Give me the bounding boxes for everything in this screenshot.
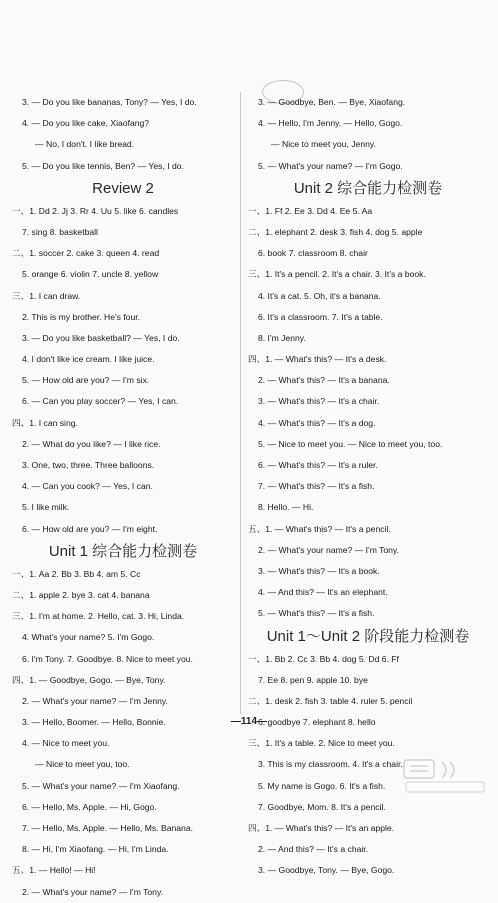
answer-line: 3. One, two, three. Three balloons. <box>22 460 155 470</box>
answer-line: 8. I'm Jenny. <box>258 332 306 343</box>
answer-line: 一、1. Dd 2. Jj 3. Rr 4. Uu 5. like 6. candles <box>12 205 179 216</box>
answer-line: 6. goodbye 7. elephant 8. hello <box>258 717 376 728</box>
answer-line: 五、1. — What's this? — It's a pencil. <box>248 523 391 534</box>
answer-line: 4. — Nice to meet you. <box>22 738 110 749</box>
answer-line: 一、1. Bb 2. Cc 3. Bb 4. dog 5. Dd 6. Ff <box>248 653 399 664</box>
answer-line: — Nice to meet you, Jenny. <box>271 139 376 150</box>
answer-line: 5. — What's your name? — I'm Xiaofang. <box>22 780 180 791</box>
section-heading: Review 2 <box>92 179 154 197</box>
answer-line: 5. — Nice to meet you. — Nice to meet you, too. <box>258 438 443 449</box>
answer-line: 6. book 7. classroom 8. chair <box>258 248 368 259</box>
answer-line: 5. My name is Gogo. 6. It's a fish. <box>258 780 386 791</box>
left-column <box>12 92 234 903</box>
answer-line: 7. — Hello, Ms. Apple. — Hello, Ms. Banana. <box>22 823 193 833</box>
answer-line: 三、1. I can draw. <box>12 290 81 301</box>
answer-line: — No, I don't. I like bread. <box>35 139 135 150</box>
answer-line: 3. — Goodbye, Ben. — Bye, Xiaofang. <box>258 97 406 107</box>
answer-line: 4. — What's this? — It's a dog. <box>258 417 376 428</box>
answer-line: 4. I don't like ice cream. I like juice. <box>22 354 155 365</box>
answer-line: 4. — And this? — It's an elephant. <box>258 587 388 598</box>
answer-line: 4. It's a cat. 5. Oh, it's a banana. <box>258 290 381 301</box>
answer-line: 4. — Can you cook? — Yes, I can. <box>22 481 153 492</box>
answer-line: 四、1. — What's this? — It's an apple. <box>248 823 395 833</box>
answer-line: 一、1. Aa 2. Bb 3. Bb 4. am 5. Cc <box>12 568 141 579</box>
section-heading: Unit 1 综合能力检测卷 <box>48 542 198 560</box>
answer-line: 3. — What's this? — It's a chair. <box>258 396 380 407</box>
watermark-logo <box>402 758 488 794</box>
answer-line: 5. — What's your name? — I'm Gogo. <box>258 160 403 171</box>
answer-line: 2. — What do you like? — I like rice. <box>22 438 161 449</box>
answer-line: 6. — Hello, Ms. Apple. — Hi, Gogo. <box>22 801 157 812</box>
answer-line: 四、1. I can sing. <box>12 417 78 428</box>
answer-line: 3. — What's this? — It's a book. <box>258 565 380 576</box>
answer-line: — Nice to meet you, too. <box>35 759 130 770</box>
answer-line: 3. — Hello, Boomer. — Hello, Bonnie. <box>22 717 166 728</box>
answer-line: 三、1. It's a table. 2. Nice to meet you. <box>248 738 395 749</box>
answer-line: 四、1. — Goodbye, Gogo. — Bye, Tony. <box>12 674 166 685</box>
answer-line: 三、1. It's a pencil. 2. It's a chair. 3. It's a book. <box>248 269 426 280</box>
answer-line: 8. Hello. — Hi. <box>258 502 314 513</box>
answer-line: 二、1. soccer 2. cake 3. queen 4. read <box>12 248 160 259</box>
answer-line: 5. — What's this? — It's a fish. <box>258 608 375 619</box>
answer-line: 3. — Goodbye, Tony. — Bye, Gogo. <box>258 865 395 876</box>
answer-line: 6. — What's this? — It's a ruler. <box>258 460 378 470</box>
answer-line: 7. Ee 8. pen 9. apple 10. bye <box>258 674 368 685</box>
answer-line: 5. — Do you like tennis, Ben? — Yes, I do. <box>22 160 184 171</box>
answer-line: 一、1. Ff 2. Ee 3. Dd 4. Ee 5. Aa <box>248 205 373 216</box>
answer-line: 4. What's your name? 5. I'm Gogo. <box>22 632 155 643</box>
answer-line: 3. — Do you like bananas, Tony? — Yes, I do. <box>22 97 197 107</box>
answer-line: 二、1. elephant 2. desk 3. fish 4. dog 5. apple <box>248 226 423 237</box>
section-heading: Unit 2 综合能力检测卷 <box>293 179 443 197</box>
answer-line: 2. — What's your name? — I'm Tony. <box>22 886 163 897</box>
answer-line: 7. Goodbye, Mom. 8. It's a pencil. <box>258 801 386 812</box>
page-number: —114— <box>230 716 268 727</box>
section-heading: Unit 1～Unit 2 阶段能力检测卷 <box>266 627 470 645</box>
answer-line: 7. sing 8. basketball <box>22 226 98 237</box>
answer-line: 二、1. desk 2. fish 3. table 4. ruler 5. pencil <box>248 695 413 706</box>
answer-line: 4. — Do you like cake, Xiaofang? <box>22 118 150 129</box>
answer-line: 3. This is my classroom. 4. It's a chair. <box>258 759 403 770</box>
answer-line: 2. — And this? — It's a chair. <box>258 844 369 855</box>
column-divider <box>240 92 241 714</box>
answer-line: 6. It's a classroom. 7. It's a table. <box>258 311 383 322</box>
answer-line: 6. — How old are you? — I'm eight. <box>22 523 158 534</box>
answer-line: 4. — Hello, I'm Jenny. — Hello, Gogo. <box>258 118 403 129</box>
answer-line: 四、1. — What's this? — It's a desk. <box>248 354 387 365</box>
answer-line: 2. — What's your name? — I'm Tony. <box>258 544 399 555</box>
answer-line: 3. — Do you like basketball? — Yes, I do. <box>22 332 180 343</box>
answer-line: 2. — What's your name? — I'm Jenny. <box>22 695 168 706</box>
answer-line: 7. — What's this? — It's a fish. <box>258 481 375 492</box>
answer-line: 8. — Hi, I'm Xiaofang. — Hi, I'm Linda. <box>22 844 169 855</box>
answer-line: 五、1. — Hello! — Hi! <box>12 865 96 876</box>
answer-line: 5. I like milk. <box>22 502 70 513</box>
answer-line: 二、1. apple 2. bye 3. cat 4. banana <box>12 589 150 600</box>
answer-line: 6. I'm Tony. 7. Goodbye. 8. Nice to meet you. <box>22 653 193 664</box>
answer-line: 6. — Can you play soccer? — Yes, I can. <box>22 396 179 407</box>
answer-line: 2. This is my brother. He's four. <box>22 311 141 322</box>
answer-line: 2. — What's this? — It's a banana. <box>258 375 390 386</box>
answer-line: 5. orange 6. violin 7. uncle 8. yellow <box>22 269 159 280</box>
answer-line: 5. — How old are you? — I'm six. <box>22 375 150 386</box>
answer-line: 三、1. I'm at home. 2. Hello, cat. 3. Hi, Linda. <box>12 611 185 622</box>
